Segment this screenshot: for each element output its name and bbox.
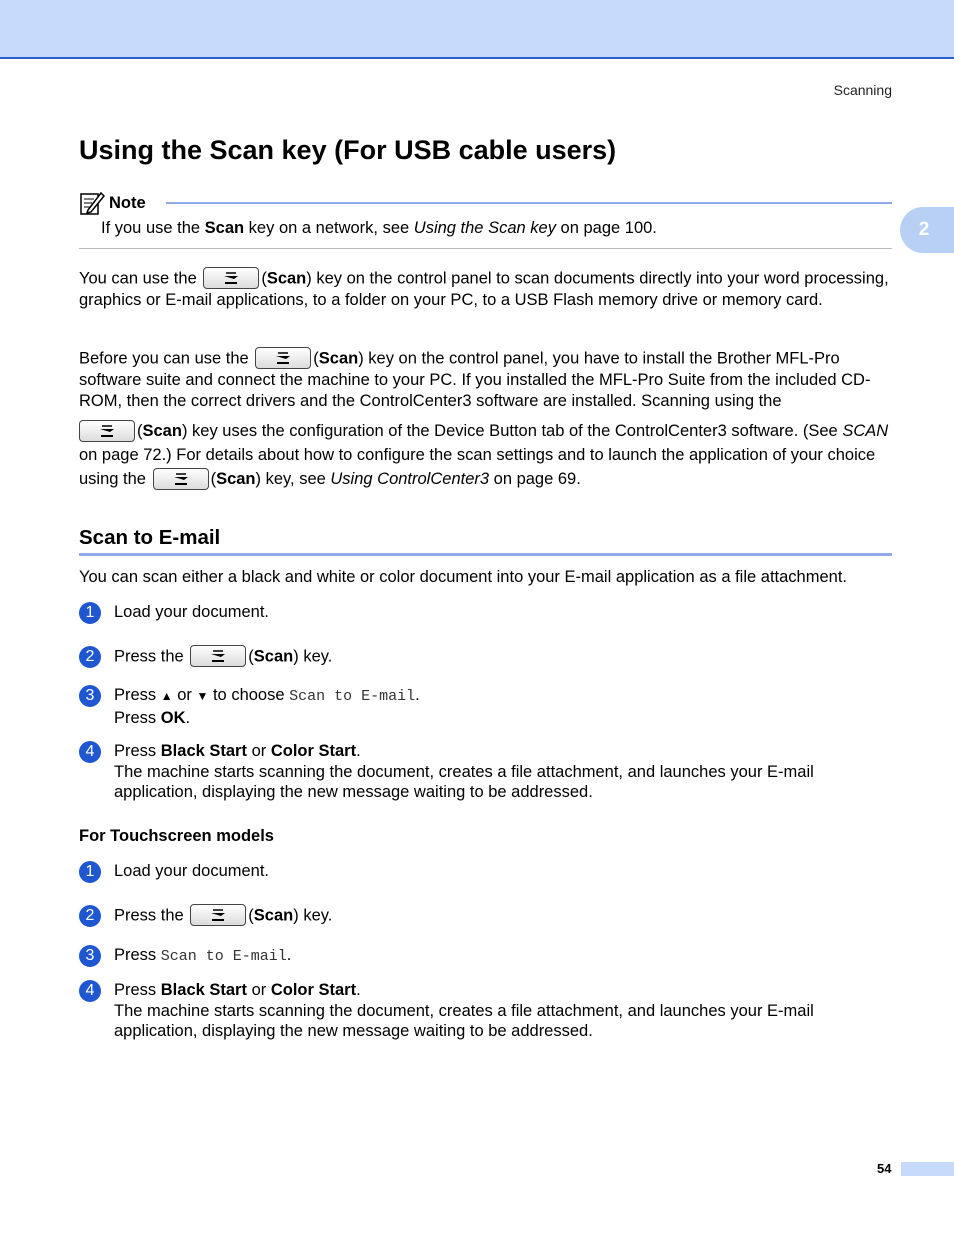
step-number-badge: 4 <box>79 741 101 763</box>
scan-key-icon <box>79 420 135 442</box>
page-title: Using the Scan key (For USB cable users) <box>79 135 617 165</box>
note-label: Note <box>109 193 146 212</box>
scan-key-icon <box>203 267 259 289</box>
note-divider <box>166 202 892 204</box>
step-number-badge: 1 <box>79 861 101 883</box>
header-band <box>0 0 954 59</box>
down-arrow-icon: ▼ <box>196 689 209 703</box>
scan-key-icon <box>153 468 209 490</box>
note-icon <box>79 190 105 216</box>
step-text: Press ▲ or ▼ to choose Scan to E-mail. Press OK. <box>114 686 420 727</box>
scan-key-icon <box>255 347 311 369</box>
section-rule <box>79 553 892 556</box>
page-number: 54 <box>877 1161 892 1176</box>
section-intro: You can scan either a black and white or color document into your E-mail application as a file attachment. <box>79 568 847 586</box>
paragraph-before-cont: (Scan) key uses the configuration of the Device Button tab of the ControlCenter3 software. (See SCAN on page 72.) For details about how to configure the scan settings and to launch the application of your choice using the (Scan) key, see Using ControlCenter3 on page 69. <box>79 419 892 491</box>
step-item <box>79 905 892 927</box>
note-bottom-rule <box>79 248 892 249</box>
step-text: Press Black Start or Color Start. The machine starts scanning the document, creates a file attachment, and launches your E-mail application, displaying the new message waiting to be addressed. <box>114 742 814 801</box>
step-number-badge: 4 <box>79 980 101 1002</box>
step-text: Press Scan to E-mail. <box>114 946 292 965</box>
step-item <box>79 646 892 668</box>
step-text: Load your document. <box>114 603 270 621</box>
step-text: Press the (Scan) key. <box>114 905 892 927</box>
lcd-option: Scan to E-mail <box>289 688 416 705</box>
up-arrow-icon: ▲ <box>160 689 173 703</box>
step-number-badge: 2 <box>79 646 101 668</box>
step-number-badge: 2 <box>79 905 101 927</box>
header-section-label: Scanning <box>833 82 892 98</box>
paragraph-intro: You can use the (Scan) key on the control panel to scan documents directly into your word processing, graphics or E-mail applications, to a folder on your PC, to a USB Flash memory drive or memory card. <box>79 268 892 311</box>
step-item <box>79 861 892 882</box>
step-item <box>79 980 892 1042</box>
scan-key-icon <box>190 645 246 667</box>
step-number-badge: 3 <box>79 685 101 707</box>
lcd-option: Scan to E-mail <box>160 948 287 965</box>
step-item <box>79 945 892 968</box>
note-text: If you use the Scan key on a network, see Using the Scan key on page 100. <box>101 219 657 237</box>
subsection-title: For Touchscreen models <box>79 827 274 845</box>
step-item <box>79 602 892 623</box>
step-text: Load your document. <box>114 862 270 880</box>
scan-key-icon <box>190 904 246 926</box>
step-number-badge: 1 <box>79 602 101 624</box>
footer-bar <box>901 1162 954 1176</box>
step-item <box>79 741 892 803</box>
paragraph-before: Before you can use the (Scan) key on the control panel, you have to install the Brother MFL-Pro software suite and connect the machine to your PC. If you installed the MFL-Pro Suite from the included CD-ROM, then the correct drivers and the ControlCenter3 software are installed. Scanning using the <box>79 348 892 411</box>
chapter-tab: 2 <box>900 207 954 253</box>
section-title: Scan to E-mail <box>79 526 221 549</box>
step-item <box>79 685 892 728</box>
step-text: Press the (Scan) key. <box>114 646 892 668</box>
note-block <box>79 190 892 249</box>
step-number-badge: 3 <box>79 945 101 967</box>
step-text: Press Black Start or Color Start. The machine starts scanning the document, creates a file attachment, and launches your E-mail application, displaying the new message waiting to be addressed. <box>114 981 814 1040</box>
